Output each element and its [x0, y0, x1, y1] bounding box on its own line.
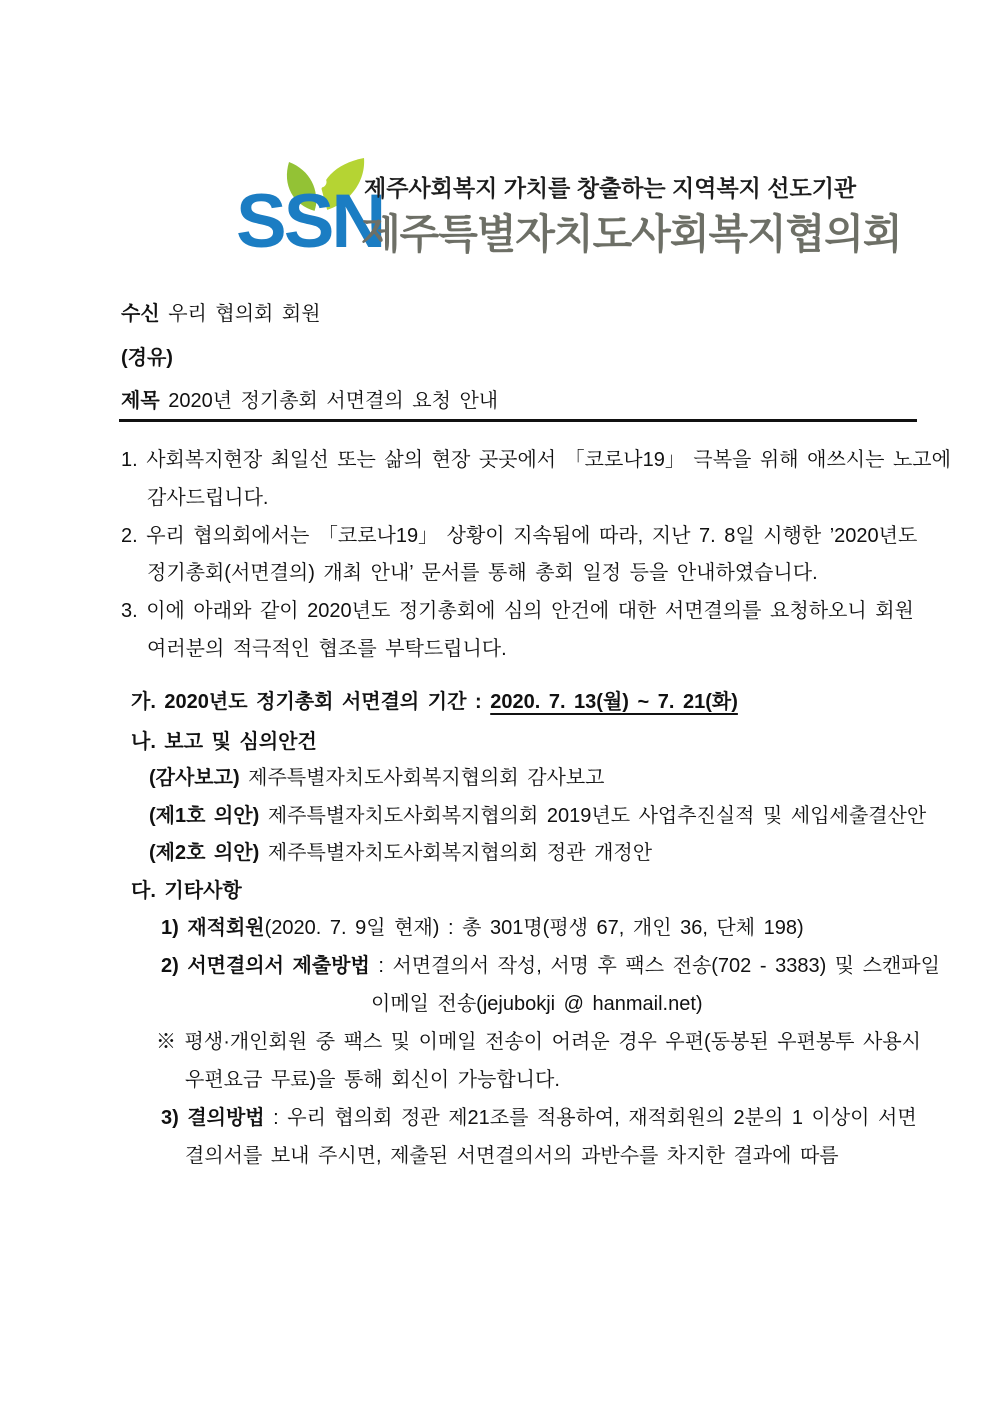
- para-2-line-1-text: 2. 우리 협의회에서는 「코로나19」 상황이 지속됨에 따라, 지난 7. 8일 시행한 ’2020년도: [121, 525, 918, 547]
- item-3-line-1-text: : 우리 협의회 정관 제21조를 적용하여, 재적회원의 2분의 1 이상이 서면: [264, 1107, 917, 1129]
- item-3-line-2: [185, 1143, 839, 1170]
- org-logo: [0, 0, 992, 280]
- item-2-line-1-text: : 서면결의서 작성, 서명 후 팩스 전송(702 - 3383) 및 스캔파일: [369, 955, 940, 977]
- para-1-line-2-text: 감사드립니다.: [147, 487, 269, 509]
- note-line-1: [156, 1029, 921, 1056]
- via-line-text: (경유): [121, 347, 173, 369]
- note-line-2-text: 우편요금 무료)을 통해 회신이 가능합니다.: [185, 1069, 560, 1091]
- item-1-line-text: 1) 재적회원: [161, 917, 265, 939]
- agenda-audit-line-text: (감사보고): [149, 767, 249, 789]
- para-1-line-2: [147, 485, 268, 512]
- agenda-1-line-text: 제주특별자치도사회복지협의회 2019년도 사업추진실적 및 세입세출결산안: [267, 805, 927, 827]
- recipient-line-text: 우리 협의회 회원: [168, 303, 321, 325]
- org-tagline: 제주사회복지 가치를 창출하는 지역복지 선도기관: [364, 175, 857, 201]
- item-2-line-1: [161, 953, 940, 980]
- recipient-line-text: 수신: [121, 303, 169, 325]
- agenda-audit-line: [149, 765, 605, 792]
- para-3-line-1-text: 3. 이에 아래와 같이 2020년도 정기총회에 심의 안건에 대한 서면결의를 요청하오니 회원: [121, 600, 914, 622]
- section-ga-line-text: 가. 2020년도 정기총회 서면결의 기간 :: [131, 691, 491, 713]
- item-1-line-text: (2020. 7. 9일 현재) : 총 301명(평생 67, 개인 36, 단체 198): [264, 917, 804, 939]
- section-ga-line: [131, 689, 738, 716]
- para-1-line-1: [121, 447, 951, 474]
- item-2-line-2: [371, 991, 703, 1018]
- org-name: 제주특별자치도사회복지협의회: [361, 211, 902, 257]
- item-3-line-1: [161, 1105, 917, 1132]
- subject-line: [121, 388, 498, 415]
- para-1-line-1-text: 1. 사회복지현장 최일선 또는 삶의 현장 곳곳에서 「코로나19」 극복을 위해 애쓰시는 노고에: [121, 449, 951, 471]
- para-3-line-1: [121, 598, 914, 625]
- note-line-1-text: ※ 평생·개인회원 중 팩스 및 이메일 전송이 어려운 경우 우편(동봉된 우편봉투 사용시: [156, 1031, 922, 1053]
- subject-line-text: 제목: [121, 390, 169, 412]
- para-2-line-2: [147, 560, 818, 587]
- para-2-line-2-text: 정기총회(서면결의) 개최 안내’ 문서를 통해 총회 일정 등을 안내하였습니다.: [147, 562, 818, 584]
- agenda-2-line: [149, 840, 652, 867]
- agenda-2-line-text: (제2호 의안): [149, 842, 268, 864]
- agenda-1-line: [149, 803, 926, 830]
- subject-divider: [119, 419, 917, 422]
- agenda-1-line-text: (제1호 의안): [149, 805, 268, 827]
- item-2-line-2-text: 이메일 전송(jejubokji @ hanmail.net): [371, 993, 703, 1015]
- section-da-line: [131, 878, 242, 905]
- section-na-line-text: 나. 보고 및 심의안건: [131, 731, 317, 753]
- para-3-line-2: [147, 636, 507, 663]
- section-da-line-text: 다. 기타사항: [131, 880, 242, 902]
- via-line: [121, 345, 173, 372]
- para-2-line-1: [121, 523, 917, 550]
- section-na-line: [131, 729, 317, 756]
- agenda-2-line-text: 제주특별자치도사회복지협의회 정관 개정안: [267, 842, 653, 864]
- item-1-line: [161, 915, 804, 942]
- section-ga-line-text: 2020. 7. 13(월) ~ 7. 21(화): [490, 691, 738, 713]
- org-acronym: SSN: [236, 179, 384, 264]
- item-2-line-1-text: 2) 서면결의서 제출방법: [161, 955, 370, 977]
- subject-line-text: 2020년 정기총회 서면결의 요청 안내: [168, 390, 499, 412]
- item-3-line-2-text: 결의서를 보내 주시면, 제출된 서면결의서의 과반수를 차지한 결과에 따름: [185, 1145, 839, 1167]
- agenda-audit-line-text: 제주특별자치도사회복지협의회 감사보고: [248, 767, 605, 789]
- para-3-line-2-text: 여러분의 적극적인 협조를 부탁드립니다.: [147, 638, 507, 660]
- item-3-line-1-text: 3) 결의방법: [161, 1107, 265, 1129]
- recipient-line: [121, 301, 321, 328]
- note-line-2: [185, 1067, 560, 1094]
